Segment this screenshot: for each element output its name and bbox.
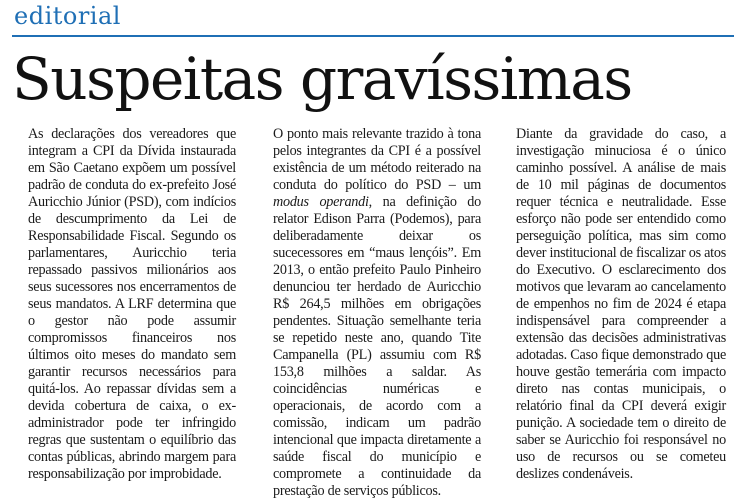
column-1: [14, 126, 236, 483]
column-2-text-part-a: O ponto mais relevante trazido à tona pelos integrantes da CPI é a possível existência de um método reiterado na conduta do político do PSD – um: [273, 126, 481, 193]
headline: Suspeitas gravíssimas: [12, 45, 632, 113]
column-2-text: [259, 126, 481, 500]
column-2-text-part-b: , na definição do relator Edison Parra (Podemos), para deliberadamente deixar os sucecessores em “maus lençóis”. Em 2013, o então prefeito Paulo Pinheiro denunciou ter herdado de Auricchio R$ 264,5 milhões em obrigações pendentes. Situação semelhante teria se repetido neste ano, quando Tite Campanella (PL) assumiu com R$ 153,8 milhões a saldar. As coincidências numéricas e operacionais, de acordo com a comissão, indicam um padrão intencional que impacta diretamente a saúde fiscal do município e compromete a continuidade da prestação de serviços públicos.: [273, 194, 481, 499]
column-3: [502, 126, 726, 483]
column-2-italic-term: modus operandi: [273, 194, 369, 210]
column-1-text: As declarações dos vereadores que integram a CPI da Dívida instaurada em São Caetano expõem um possível padrão de conduta do ex-prefeito José Auricchio Júnior (PSD), com indícios de descumprimento da Lei de Responsabilidade Fiscal. Segundo os parlamentares, Auricchio teria repassado passivos milionários aos seus sucessores nos encerramentos de seus mandatos. A LRF determina que o gestor não pode assumir compromissos financeiros nos últimos oito meses do mandato sem garantir recursos necessários para quitá-los. Ao repassar dívidas sem a devida cobertura de caixa, o ex-administrador pode ter infringido regras que sustentam o equilíbrio das contas públicas, abrindo margem para responsabilização por improbidade.: [28, 126, 236, 482]
column-2: [259, 126, 481, 500]
section-label: editorial: [14, 2, 121, 30]
column-3-text: Diante da gravidade do caso, a investigação minuciosa é o único caminho possível. A análise de mais de 10 mil páginas de documentos requer técnica e neutralidade. Esse esforço não pode ser entendido como perseguição política, mas sim como dever institucional de fiscalizar os atos do Executivo. O esclarecimento dos motivos que levaram ao cancelamento de empenhos no fim de 2024 é etapa indispensável para compreender a extensão das decisões administrativas adotadas. Caso fique demonstrado que houve gestão temerária com impacto direto nas contas municipais, o relatório final da CPI deverá exigir punição. A sociedade tem o direito de saber se Auricchio foi responsável no uso de recursos ou se cometeu deslizes condenáveis.: [516, 126, 726, 482]
section-rule: [12, 35, 734, 37]
